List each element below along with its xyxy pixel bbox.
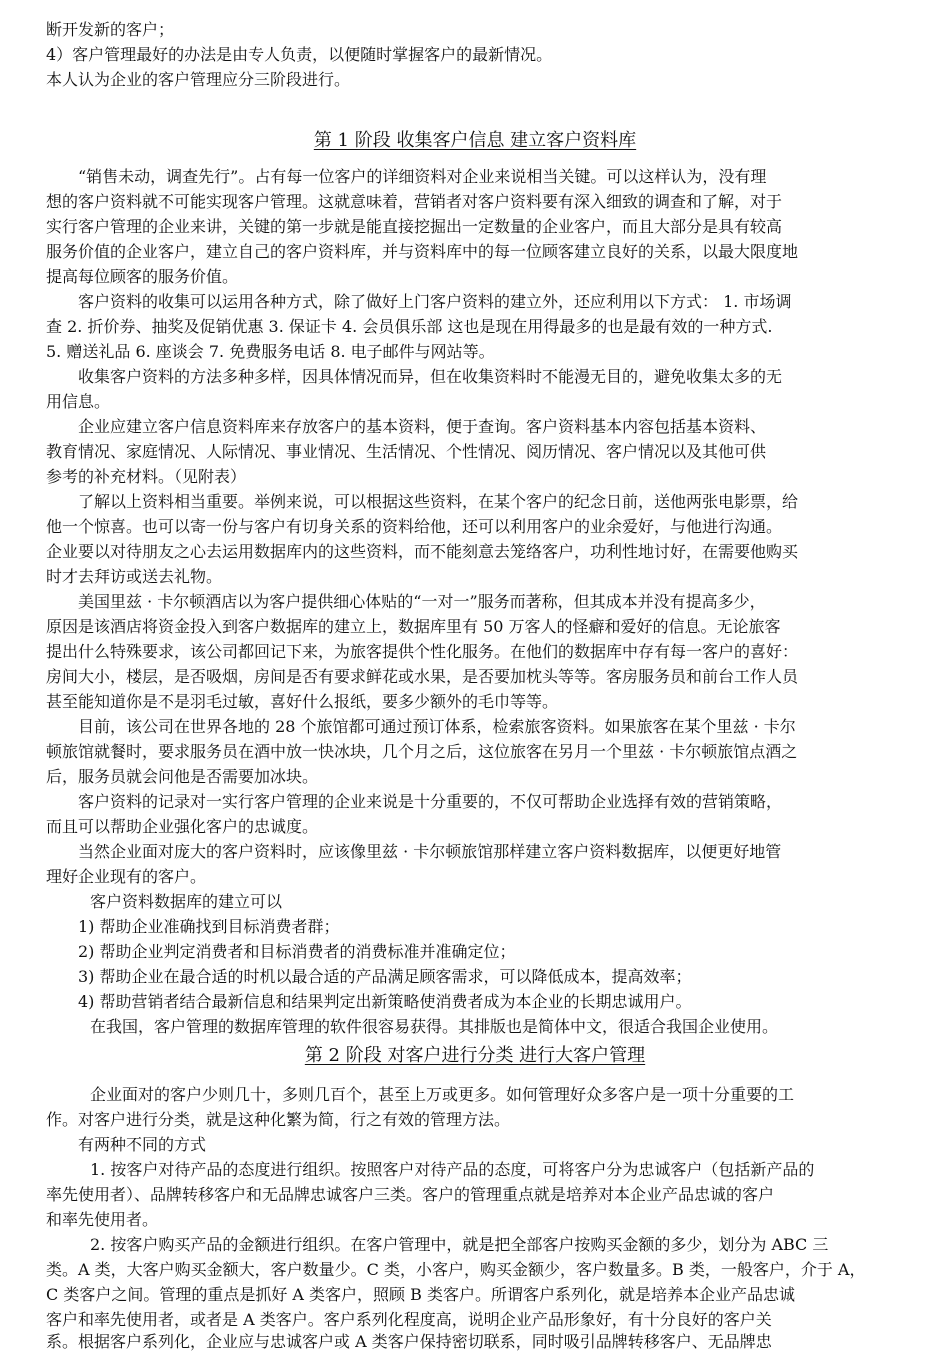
paragraph-line: 房间大小，楼层，是否吸烟，房间是否有要求鲜花或水果，是否要加枕头等等。客房服务员和前台工作人员 [46,667,799,686]
paragraph-line: 提高每位顾客的服务价值。 [46,267,239,286]
list-item: 4) 帮助营销者结合最新信息和结果判定出新策略使消费者成为本企业的长期忠诚用户。 [78,992,692,1011]
paragraph-line: 收集客户资料的方法多种多样，因具体情况而异，但在收集资料时不能漫无目的，避免收集太多的无 [78,367,783,386]
paragraph-line: 参考的补充材料。（见附表） [46,467,247,486]
list-item: 1) 帮助企业准确找到目标消费者群； [78,917,340,936]
paragraph-line: 当然企业面对庞大的客户资料时，应该像里兹 · 卡尔顿旅馆那样建立客户资料数据库，以便更好地管 [78,842,782,861]
paragraph-line: 5. 赠送礼品 6. 座谈会 7. 免费服务电话 8. 电子邮件与网站等。 [46,342,495,361]
paragraph-line: 实行客户管理的企业来讲，关键的第一步就是能直接挖掘出一定数量的企业客户，而且大部分是具有较高 [46,217,783,236]
list-item: 3) 帮助企业在最合适的时机以最合适的产品满足顾客需求，可以降低成本，提高效率； [78,967,692,986]
paragraph-line: 系。根据客户系列化，企业应与忠诚客户或 A 类客户保持密切联系，同时吸引品牌转移客户、无品牌忠 [46,1332,772,1351]
paragraph-line: 教育情况、家庭情况、人际情况、事业情况、生活情况、个性情况、阅历情况、客户情况以及其他可供 [46,442,767,461]
paragraph-line: 企业要以对待朋友之心去运用数据库内的这些资料，而不能刻意去笼络客户，功利性地讨好，在需要他购买 [46,542,799,561]
paragraph-line: 想的客户资料就不可能实现客户管理。这就意味着，营销者对客户资料要有深入细致的调查和了解，对于 [46,192,783,211]
paragraph-line: 和率先使用者。 [46,1210,159,1229]
paragraph-line: 类。A 类，大客户购买金额大，客户数量少。C 类，小客户，购买金额少，客户数量多。B 类，一般客户，介于 A， [46,1260,866,1279]
paragraph-line: 客户资料的记录对一实行客户管理的企业来说是十分重要的，不仅可帮助企业选择有效的营销策略， [78,792,783,811]
paragraph-line: 目前，该公司在世界各地的 28 个旅馆都可通过预订体系，检索旅客资料。如果旅客在某个里兹 · 卡尔 [78,717,796,736]
paragraph-line: 1. 按客户对待产品的态度进行组织。按照客户对待产品的态度，可将客户分为忠诚客户（包括新产品的 [90,1160,815,1179]
paragraph-line: 4）客户管理最好的办法是由专人负责，以便随时掌握客户的最新情况。 [46,45,553,64]
paragraph-line: C 类客户之间。管理的重点是抓好 A 类客户，照顾 B 类客户。所谓客户系列化，就是培养本企业产品忠诚 [46,1285,795,1304]
paragraph-line: 作。对客户进行分类，就是这种化繁为简，行之有效的管理方法。 [46,1110,511,1129]
paragraph-line: 企业应建立客户信息资料库来存放客户的基本资料，便于查询。客户资料基本内容包括基本资料、 [78,417,767,436]
paragraph-line: 时才去拜访或送去礼物。 [46,567,223,586]
paragraph-line: 了解以上资料相当重要。举例来说，可以根据这些资料，在某个客户的纪念日前，送他两张电影票，给 [78,492,799,511]
paragraph-line: 查 2. 折价券、抽奖及促销优惠 3. 保证卡 4. 会员俱乐部 这也是现在用得最多的也是最有效的一种方式. [46,317,773,336]
paragraph-line: 企业面对的客户少则几十，多则几百个，甚至上万或更多。如何管理好众多客户是一项十分重要的工 [90,1085,795,1104]
paragraph-line: 用信息。 [46,392,111,411]
paragraph-line: 而且可以帮助企业强化客户的忠诚度。 [46,817,319,836]
paragraph-line: 有两种不同的方式 [78,1135,207,1154]
paragraph-line: 2. 按客户购买产品的金额进行组织。在客户管理中，就是把全部客户按购买金额的多少，划分为 ABC 三 [90,1235,829,1254]
paragraph-line: 顿旅馆就餐时，要求服务员在酒中放一快冰块，几个月之后，这位旅客在另月一个里兹 · 卡尔顿旅馆点酒之 [46,742,798,761]
paragraph-line: 率先使用者）、品牌转移客户和无品牌忠诚客户三类。客户的管理重点就是培养对本企业产品忠诚的客户 [46,1185,775,1204]
paragraph-line: “销售未动，调查先行”。占有每一位客户的详细资料对企业来说相当关键。可以这样认为，没有理 [78,167,767,186]
paragraph-line: 断开发新的客户； [46,20,175,39]
paragraph-line: 客户资料数据库的建立可以 [90,892,283,911]
paragraph-line: 他一个惊喜。也可以寄一份与客户有切身关系的资料给他，还可以利用客户的业余爱好，与他进行沟通。 [46,517,783,536]
paragraph-line: 客户资料的收集可以运用各种方式，除了做好上门客户资料的建立外，还应利用以下方式： 1. 市场调 [78,292,792,311]
paragraph-line: 提出什么特殊要求，该公司都回记下来，为旅客提供个性化服务。在他们的数据库中存有每一客户的喜好： [46,642,799,661]
paragraph-line: 原因是该酒店将资金投入到客户数据库的建立上，数据库里有 50 万客人的怪癖和爱好的信息。无论旅客 [46,617,781,636]
paragraph-line: 在我国，客户管理的数据库管理的软件很容易获得。其排版也是简体中文，很适合我国企业使用。 [90,1017,779,1036]
paragraph-line: 后，服务员就会问他是否需要加冰块。 [46,767,319,786]
paragraph-line: 甚至能知道你是不是羽毛过敏，喜好什么报纸，要多少额外的毛巾等等。 [46,692,559,711]
paragraph-line: 美国里兹 · 卡尔顿酒店以为客户提供细心体贴的“一对一”服务而著称，但其成本并没有提高多少， [78,592,766,611]
paragraph-line: 客户和率先使用者，或者是 A 类客户。客户系列化程度高，说明企业产品形象好，有十分良好的客户关 [46,1310,772,1329]
paragraph-line: 服务价值的企业客户，建立自己的客户资料库，并与资料库中的每一位顾客建立良好的关系，以最大限度地 [46,242,799,261]
paragraph-line: 本人认为企业的客户管理应分三阶段进行。 [46,70,351,89]
paragraph-line: 理好企业现有的客户。 [46,867,207,886]
section-heading-stage-2: 第 2 阶段 对客户进行分类 进行大客户管理 [304,1045,646,1066]
section-heading-stage-1: 第 1 阶段 收集客户信息 建立客户资料库 [313,130,637,151]
list-item: 2) 帮助企业判定消费者和目标消费者的消费标准并准确定位； [78,942,516,961]
